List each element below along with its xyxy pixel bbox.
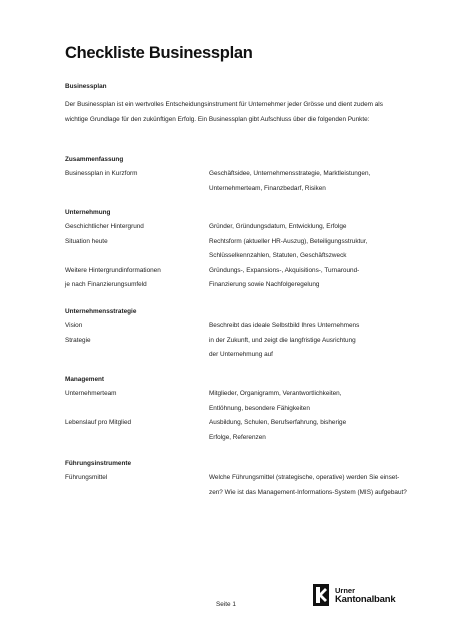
row-description xyxy=(209,334,425,363)
row-description-line: Gründungs-, Expansions-, Akquisitions-, Turnaround- xyxy=(209,266,360,274)
row-label-line: Unternehmerteam xyxy=(65,390,117,397)
row-description xyxy=(209,167,425,196)
row-description-line: Entlöhnung, besondere Fähigkeiten xyxy=(209,404,310,412)
section-zusammenfassung xyxy=(65,153,425,196)
row-description xyxy=(209,416,425,445)
row-label-line: je nach Finanzierungsumfeld xyxy=(65,281,147,288)
row-label-line: Geschichtlicher Hintergrund xyxy=(65,223,144,230)
checklist-row xyxy=(65,387,425,416)
row-label xyxy=(65,387,209,416)
row-description-line: Welche Führungsmittel (strategische, operative) werden Sie einset- xyxy=(209,474,400,481)
row-label-line: Strategie xyxy=(65,336,91,344)
row-label xyxy=(65,319,209,334)
section-heading: Management xyxy=(65,376,105,383)
section-fuehrungsinstrumente xyxy=(65,457,425,500)
row-label xyxy=(65,235,209,264)
row-label xyxy=(65,416,209,445)
row-description xyxy=(209,264,425,293)
row-description xyxy=(209,220,425,235)
row-description-line: Rechtsform (aktueller HR-Auszug), Beteiligungsstruktur, xyxy=(209,237,368,245)
logo-line-urner: Urner xyxy=(335,586,356,595)
row-description-line: Erfolge, Referenzen xyxy=(209,433,266,441)
page-title: Checkliste Businessplan xyxy=(65,44,253,62)
checklist-row xyxy=(65,416,425,445)
checklist-row xyxy=(65,319,425,334)
row-description-line: zen? Wie ist das Management-Informations-System (MIS) aufgebaut? xyxy=(209,488,407,496)
row-description xyxy=(209,235,425,264)
row-label-line: Lebenslauf pro Mitglied xyxy=(65,419,132,426)
row-label xyxy=(65,220,209,235)
page-number: Seite 1 xyxy=(216,601,236,608)
section-unternehmung xyxy=(65,206,425,293)
row-label-line: Businessplan in Kurzform xyxy=(65,170,138,177)
checklist-row xyxy=(65,167,425,196)
intro-paragraph xyxy=(65,98,405,127)
row-label xyxy=(65,334,209,363)
row-label xyxy=(65,471,209,500)
row-label-line: Führungsmittel xyxy=(65,474,108,481)
intro-line: wichtige Grundlage für den zukünftigen Erfolg. Ein Businessplan gibt Aufschluss über die folgenden Punkte: xyxy=(65,115,370,123)
logo-wordmark xyxy=(335,586,395,604)
row-description-line: Mitglieder, Organigramm, Verantwortlichkeiten, xyxy=(209,390,342,397)
row-description-line: Unternehmerteam, Finanzbedarf, Risiken xyxy=(209,184,326,192)
checklist-row xyxy=(65,264,425,293)
row-description-line: in der Zukunft, und zeigt die langfristige Ausrichtung xyxy=(209,336,356,344)
row-description xyxy=(209,471,425,500)
urner-kantonalbank-logo-icon xyxy=(313,584,329,606)
checklist-row xyxy=(65,235,425,264)
section-management xyxy=(65,373,425,445)
row-label-line: Situation heute xyxy=(65,237,108,245)
row-description xyxy=(209,387,425,416)
row-description-line: Finanzierung sowie Nachfolgeregelung xyxy=(209,281,320,288)
section-heading: Unternehmung xyxy=(65,209,111,216)
checklist-row xyxy=(65,471,425,500)
row-label xyxy=(65,264,209,293)
row-description-line: Schlüsselkennzahlen, Statuten, Geschäftszweck xyxy=(209,252,347,259)
row-description xyxy=(209,319,425,334)
checklist-row xyxy=(65,220,425,235)
section-heading: Zusammenfassung xyxy=(65,156,124,163)
bank-logo xyxy=(313,584,395,606)
logo-line-kantonalbank: Kantonalbank xyxy=(335,594,396,605)
row-description-line: Gründer, Gründungsdatum, Entwicklung, Erfolge xyxy=(209,223,347,230)
row-label xyxy=(65,167,209,196)
intro-heading: Businessplan xyxy=(65,83,107,90)
row-description-line: Geschäftsidee, Unternehmensstrategie, Marktleistungen, xyxy=(209,170,371,177)
row-label-line: Weitere Hintergrundinformationen xyxy=(65,266,161,274)
row-description-line: Ausbildung, Schulen, Berufserfahrung, bisherige xyxy=(209,419,347,426)
row-description-line: Beschreibt das ideale Selbstbild Ihres Unternehmens xyxy=(209,322,360,329)
intro-line: Der Businessplan ist ein wertvolles Entscheidungsinstrument für Unternehmer jeder Grösse und dient zudem als xyxy=(65,101,383,108)
row-description-line: der Unternehmung auf xyxy=(209,351,273,358)
section-unternehmensstrategie xyxy=(65,305,425,363)
section-heading: Führungsinstrumente xyxy=(65,460,132,467)
checklist-row xyxy=(65,334,425,363)
row-label-line: Vision xyxy=(65,322,83,329)
section-heading: Unternehmensstrategie xyxy=(65,308,137,315)
